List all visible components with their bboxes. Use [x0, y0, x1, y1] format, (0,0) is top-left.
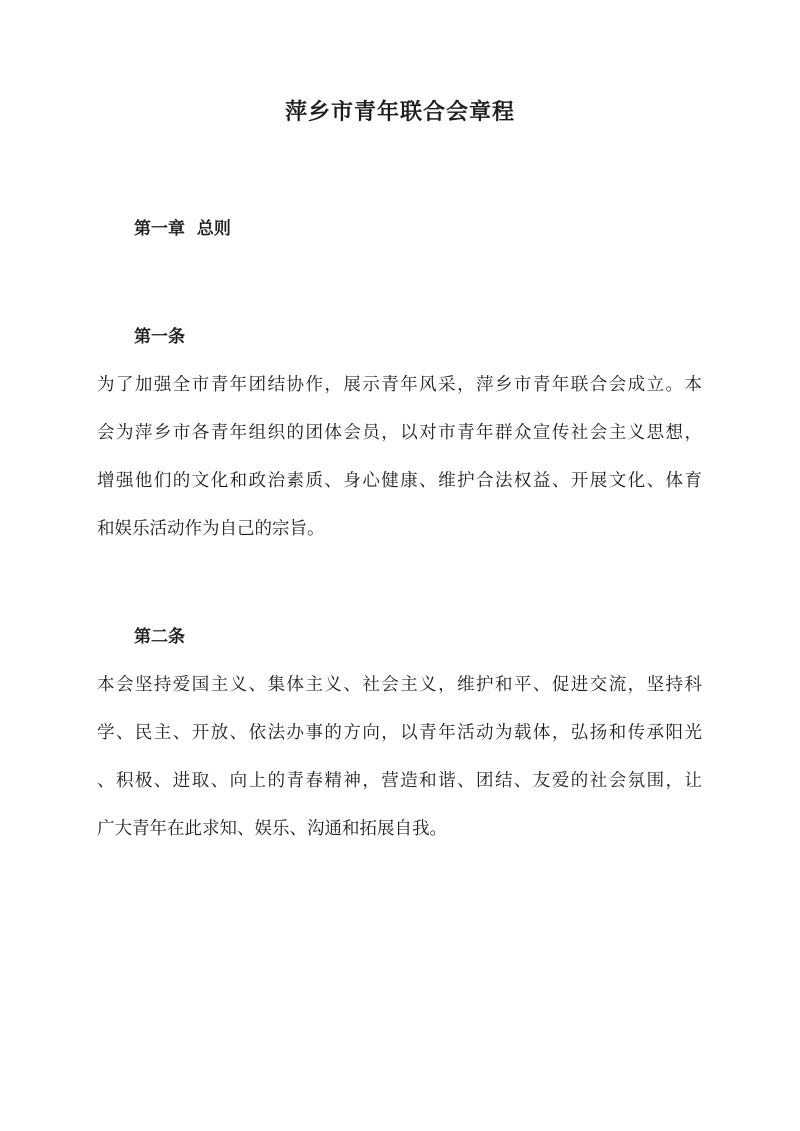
article-2-line: 本会坚持爱国主义、集体主义、社会主义，维护和平、促进交流，坚持科	[97, 675, 702, 695]
article-2-line: 学、民主、开放、依法办事的方向，以青年活动为载体，弘扬和传承阳光	[97, 723, 702, 743]
article-2-body	[97, 672, 702, 864]
article-1-line: 增强他们的文化和政治素质、身心健康、维护合法权益、开展文化、体育	[97, 471, 702, 491]
article-2-heading: 第二条	[134, 627, 185, 647]
article-2-line: 广大青年在此求知、娱乐、沟通和拓展自我。	[97, 819, 447, 839]
article-1-heading: 第一条	[134, 327, 185, 347]
document-title: 萍乡市青年联合会章程	[284, 99, 515, 125]
article-1-body	[97, 372, 702, 564]
chapter-heading: 第一章 总则	[134, 219, 231, 239]
article-1-line: 会为萍乡市各青年组织的团体会员，以对市青年群众宣传社会主义思想，	[97, 423, 702, 443]
article-1-line: 和娱乐活动作为自己的宗旨。	[97, 519, 325, 539]
article-2-line: 、积极、进取、向上的青春精神，营造和谐、团结、友爱的社会氛围，让	[97, 771, 702, 791]
article-1-line: 为了加强全市青年团结协作，展示青年风采，萍乡市青年联合会成立。本	[97, 375, 702, 395]
